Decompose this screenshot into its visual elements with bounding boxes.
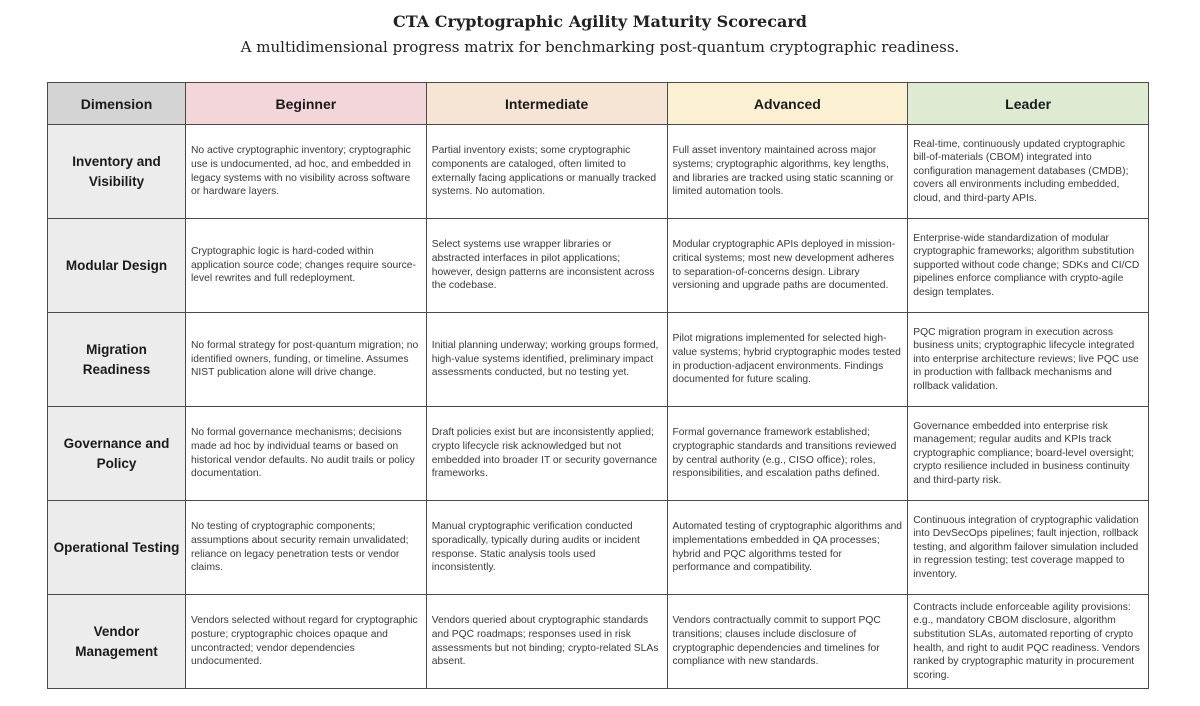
intermediate-cell: Initial planning underway; working groups formed, high-value systems identified, preliminary impact assessments conducted, but no testing yet.: [426, 313, 667, 407]
maturity-matrix: [47, 82, 1149, 689]
intermediate-cell: Draft policies exist but are inconsistently applied; crypto lifecycle risk acknowledged but not embedded into broader IT or security governance frameworks.: [426, 407, 667, 501]
dimension-label: Governance and Policy: [48, 407, 186, 501]
dimension-label: Vendor Management: [48, 595, 186, 689]
advanced-cell: Vendors contractually commit to support PQC transitions; clauses include disclosure of cryptographic dependencies and timelines for compliance with new standards.: [667, 595, 908, 689]
column-header-advanced: Advanced: [667, 83, 908, 125]
advanced-cell: Full asset inventory maintained across major systems; cryptographic algorithms, key lengths, and libraries are tracked using static scanning or limited automation tools.: [667, 125, 908, 219]
table-row: [48, 595, 1149, 689]
table-row: [48, 407, 1149, 501]
beginner-cell: No testing of cryptographic components; assumptions about security remain unvalidated; reliance on legacy penetration tests or vendor claims.: [186, 501, 427, 595]
table-row: [48, 313, 1149, 407]
dimension-label: Migration Readiness: [48, 313, 186, 407]
leader-cell: Contracts include enforceable agility provisions: e.g., mandatory CBOM disclosure, algorithm substitution SLAs, automated reporting of crypto health, and right to audit PQC readiness. Vendors ranked by cryptographic maturity in procurement scoring.: [908, 595, 1149, 689]
column-header-dimension: Dimension: [48, 83, 186, 125]
beginner-cell: No formal strategy for post-quantum migration; no identified owners, funding, or timeline. Assumes NIST publication alone will drive change.: [186, 313, 427, 407]
beginner-cell: Cryptographic logic is hard-coded within application source code; changes require source-level rewrites and full redeployment.: [186, 219, 427, 313]
leader-cell: PQC migration program in execution across business units; cryptographic lifecycle integrated into enterprise architecture reviews; live PQC use in production with fallback mechanisms and rollback validation.: [908, 313, 1149, 407]
page-subtitle: A multidimensional progress matrix for benchmarking post-quantum cryptographic readiness.: [240, 38, 960, 56]
column-header-leader: Leader: [908, 83, 1149, 125]
advanced-cell: Pilot migrations implemented for selected high-value systems; hybrid cryptographic modes tested in production-adjacent environments. Findings documented for future scaling.: [667, 313, 908, 407]
dimension-label: Operational Testing: [48, 501, 186, 595]
leader-cell: Governance embedded into enterprise risk management; regular audits and KPIs track cryptographic compliance; board-level oversight; crypto resilience included in business continuity and third-party risk.: [908, 407, 1149, 501]
beginner-cell: Vendors selected without regard for cryptographic posture; cryptographic choices opaque and uncontracted; vendor dependencies undocumented.: [186, 595, 427, 689]
table-row: [48, 125, 1149, 219]
column-header-beginner: Beginner: [186, 83, 427, 125]
leader-cell: Enterprise-wide standardization of modular cryptographic frameworks; algorithm substitution supported without code change; SDKs and CI/CD pipelines enforce compliance with crypto-agile design templates.: [908, 219, 1149, 313]
advanced-cell: Modular cryptographic APIs deployed in mission-critical systems; most new development adheres to separation-of-concerns design. Library versioning and upgrade paths are documented.: [667, 219, 908, 313]
table-row: [48, 219, 1149, 313]
column-header-intermediate: Intermediate: [426, 83, 667, 125]
table-row: [48, 501, 1149, 595]
intermediate-cell: Manual cryptographic verification conducted sporadically, typically during audits or incident response. Static analysis tools used inconsistently.: [426, 501, 667, 595]
page-title: CTA Cryptographic Agility Maturity Scorecard: [393, 12, 807, 31]
leader-cell: Continuous integration of cryptographic validation into DevSecOps pipelines; fault injection, rollback testing, and algorithm failover simulation included in regression testing; test coverage mapped to inventory.: [908, 501, 1149, 595]
beginner-cell: No active cryptographic inventory; cryptographic use is undocumented, ad hoc, and embedded in legacy systems with no visibility across software or hardware layers.: [186, 125, 427, 219]
dimension-label: Inventory and Visibility: [48, 125, 186, 219]
intermediate-cell: Select systems use wrapper libraries or abstracted interfaces in pilot applications; however, design patterns are inconsistent across the codebase.: [426, 219, 667, 313]
intermediate-cell: Vendors queried about cryptographic standards and PQC roadmaps; responses used in risk assessments but not binding; crypto-related SLAs absent.: [426, 595, 667, 689]
advanced-cell: Formal governance framework established; cryptographic standards and transitions reviewed by central authority (e.g., CISO office); roles, responsibilities, and escalation paths defined.: [667, 407, 908, 501]
leader-cell: Real-time, continuously updated cryptographic bill-of-materials (CBOM) integrated into configuration management databases (CMDB); covers all environments including embedded, cloud, and third-party APIs.: [908, 125, 1149, 219]
intermediate-cell: Partial inventory exists; some cryptographic components are cataloged, often limited to externally facing applications or manually tracked systems. No automation.: [426, 125, 667, 219]
beginner-cell: No formal governance mechanisms; decisions made ad hoc by individual teams or based on historical vendor defaults. No audit trails or policy documentation.: [186, 407, 427, 501]
advanced-cell: Automated testing of cryptographic algorithms and implementations embedded in QA processes; hybrid and PQC algorithms tested for performance and compatibility.: [667, 501, 908, 595]
header-row: [48, 83, 1149, 125]
dimension-label: Modular Design: [48, 219, 186, 313]
